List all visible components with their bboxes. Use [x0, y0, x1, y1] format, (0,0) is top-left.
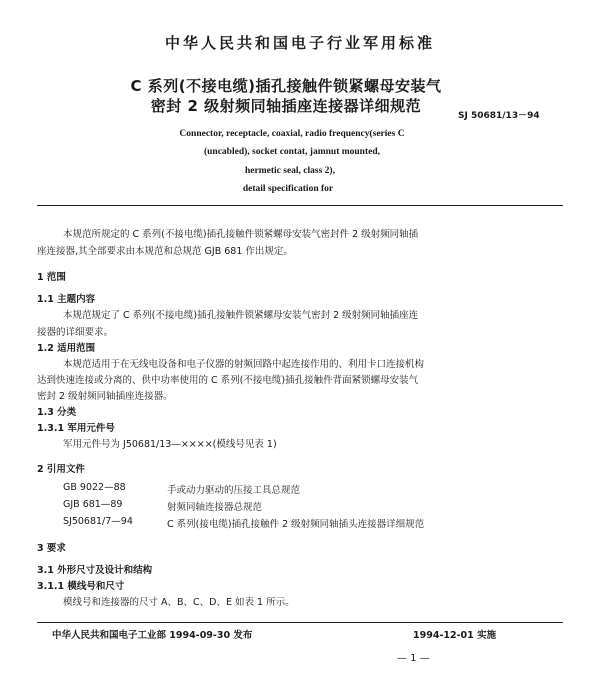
section-3-1-1-heading: 3.1.1 模线号和尺寸 [37, 581, 125, 592]
section-1-2-line-2: 达到快速连接或分离的、供中功率使用的 C 系列(不接电缆)插孔接触件背面紧锁螺母安装气 [37, 375, 419, 386]
top-divider [37, 205, 563, 206]
ref-title: 手或动力驱动的压接工具总规范 [167, 485, 301, 496]
section-1-3-1-line-1: 军用元件号为 J50681/13—××××(模线号见表 1) [63, 439, 277, 450]
english-title-line-1: Connector, receptacle, coaxial, radio frequency(series C [179, 129, 405, 139]
section-1-heading: 1 范围 [37, 272, 66, 283]
ref-code: GJB 681—89 [63, 499, 123, 510]
ref-code: SJ50681/7—94 [63, 516, 133, 527]
section-3-heading: 3 要求 [37, 543, 66, 554]
issuing-authority: 中华人民共和国电子行业军用标准 [164, 34, 435, 52]
page-number: — 1 — [397, 653, 430, 664]
title-line-1: C 系列(不接电缆)插孔接触件锁紧螺母安装气 [130, 77, 442, 95]
ref-title: 射频同轴连接器总规范 [167, 502, 263, 513]
section-2-heading: 2 引用文件 [37, 464, 85, 475]
english-title-line-3: hermetic seal, class 2), [245, 166, 335, 176]
section-1-2-line-3: 密封 2 级射频同轴插座连接器。 [37, 391, 173, 402]
english-title-line-4: detail specification for [242, 184, 334, 194]
english-title-line-2: (uncabled), socket contat, jamnut mounted, [203, 147, 380, 157]
ref-code: GB 9022—88 [63, 482, 126, 493]
effective-date: 1994-12-01 实施 [413, 630, 497, 641]
table-row [63, 482, 424, 499]
section-3-1-heading: 3.1 外形尺寸及设计和结构 [37, 565, 153, 576]
intro-line-2: 座连接器,其全部要求由本规范和总规范 GJB 681 作出规定。 [37, 246, 293, 257]
table-row [63, 516, 424, 533]
section-1-2-line-1: 本规范适用于在无线电设备和电子仪器的射频回路中起连接作用的、利用卡口连接机构 [63, 359, 425, 370]
intro-line-1: 本规范所规定的 C 系列(不接电缆)插孔接触件锁紧螺母安装气密封件 2 级射频同轴插 [63, 229, 419, 240]
section-1-1-line-1: 本规范规定了 C 系列(不接电缆)插孔接触件锁紧螺母安装气密封 2 级射频同轴插座连 [63, 310, 419, 321]
section-1-3-heading: 1.3 分类 [37, 407, 77, 418]
referenced-documents-table [63, 482, 424, 533]
section-1-2-heading: 1.2 适用范围 [37, 343, 96, 354]
standard-number: SJ 50681/13－94 [458, 111, 540, 121]
section-1-1-heading: 1.1 主题内容 [37, 294, 96, 305]
title-line-2: 密封 2 级射频同轴插座连接器详细规范 [150, 97, 422, 115]
issue-date: 中华人民共和国电子工业部 1994-09-30 发布 [52, 630, 253, 641]
ref-title: C 系列(接电缆)插孔接触件 2 级射频同轴插头连接器详细规范 [167, 519, 425, 530]
section-1-3-1-heading: 1.3.1 军用元件号 [37, 423, 115, 434]
bottom-divider [37, 622, 563, 623]
section-1-1-line-2: 接器的详细要求。 [37, 327, 114, 338]
table-row [63, 499, 424, 516]
section-3-1-1-line-1: 模线号和连接器的尺寸 A、B、C、D、E 如表 1 所示。 [63, 597, 295, 608]
